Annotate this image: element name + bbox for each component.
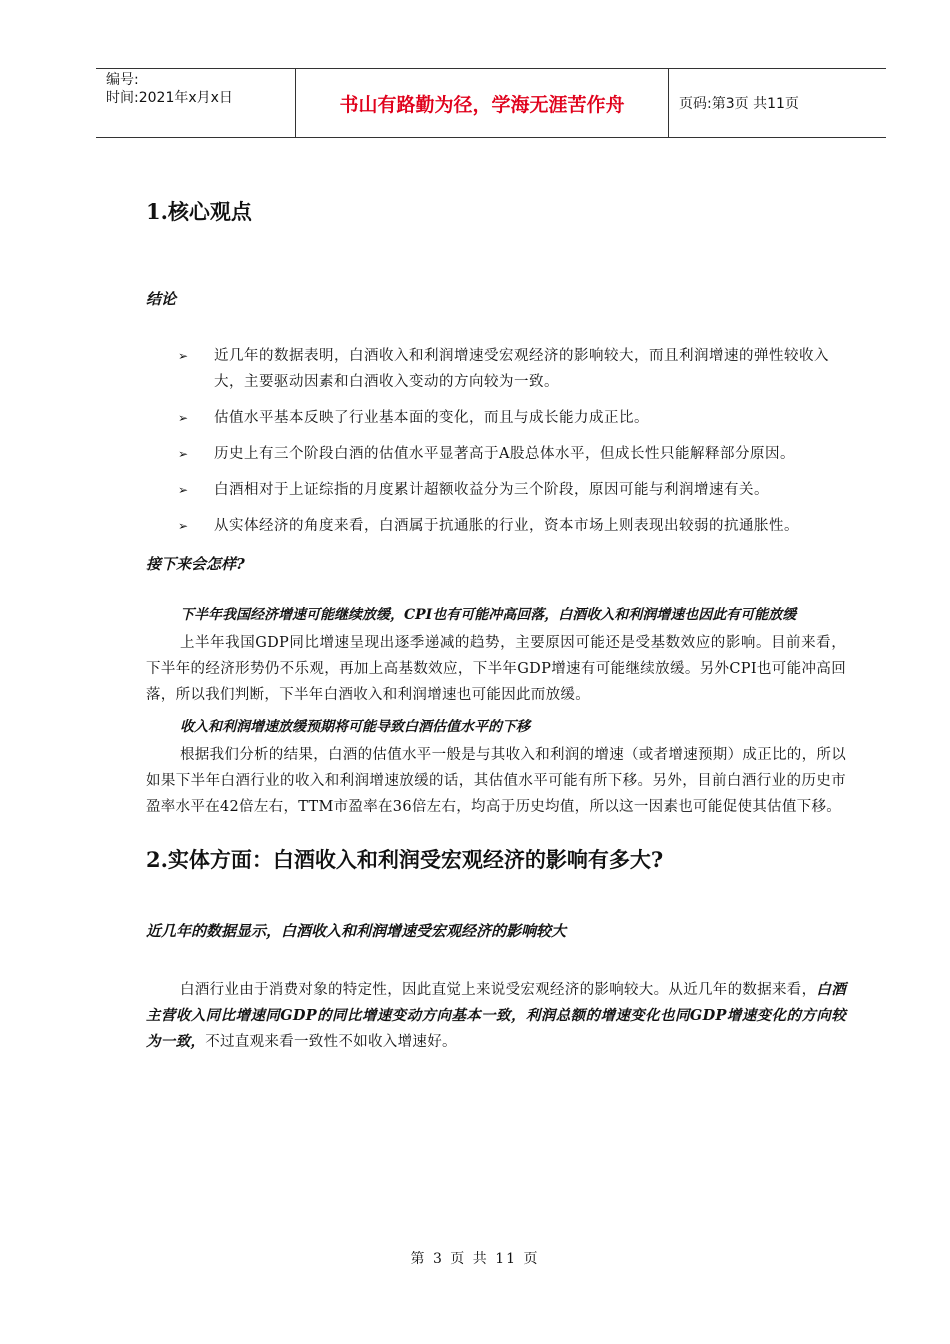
next-heading: 接下来会怎样?: [146, 555, 245, 573]
sub-heading-economy: 下半年我国经济增速可能继续放缓，CPI也有可能冲高回落，白酒收入和利润增速也因此有可能放缓: [180, 607, 797, 623]
section1-title: 1.核心观点: [146, 199, 252, 224]
paragraph-section2: 白酒行业由于消费对象的特定性，因此直觉上来说受宏观经济的影响较大。从近几年的数据来看，白酒主营收入同比增速同GDP的同比增速变动方向基本一致，利润总额的增速变化也同GDP增速变化的方向较为一致，不过直观来看一致性不如收入增速好。: [146, 981, 847, 1050]
list-item: ➢ 从实体经济的角度来看，白酒属于抗通胀的行业，资本市场上则表现出较弱的抗通胀性。: [178, 513, 846, 539]
sub-heading-valuation: 收入和利润增速放缓预期将可能导致白酒估值水平的下移: [180, 719, 530, 735]
page-header: [96, 68, 886, 138]
section2-title: 2.实体方面：白酒收入和利润受宏观经济的影响有多大?: [146, 847, 664, 872]
arrow-bullet-icon: ➢: [178, 483, 189, 497]
arrow-bullet-icon: ➢: [178, 519, 189, 533]
section2-sub-heading: 近几年的数据显示，白酒收入和利润增速受宏观经济的影响较大: [146, 922, 567, 940]
number-label: 编号:: [106, 72, 139, 88]
document-body: [146, 196, 846, 1061]
conclusion-list: [146, 343, 846, 539]
list-item: ➢ 历史上有三个阶段白酒的估值水平显著高于A股总体水平，但成长性只能解释部分原因。: [178, 441, 846, 467]
header-motto: 书山有路勤为径，学海无涯苦作舟: [296, 69, 669, 137]
paragraph-economy: 上半年我国GDP同比增速呈现出逐季递减的趋势，主要原因可能还是受基数效应的影响。目前来看，下半年的经济形势仍不乐观，再加上高基数效应，下半年GDP增速有可能继续放缓。另外CPI也可能冲高回落，所以我们判断，下半年白酒收入和利润增速也可能因此而放缓。: [146, 635, 846, 703]
header-meta: [96, 69, 296, 137]
header-page-info: 页码:第3页 共11页: [679, 96, 799, 112]
arrow-bullet-icon: ➢: [178, 349, 189, 363]
list-item: ➢ 估值水平基本反映了行业基本面的变化，而且与成长能力成正比。: [178, 405, 846, 431]
arrow-bullet-icon: ➢: [178, 411, 189, 425]
conclusion-heading: 结论: [146, 290, 177, 308]
paragraph-valuation: 根据我们分析的结果，白酒的估值水平一般是与其收入和利润的增速（或者增速预期）成正比的，所以如果下半年白酒行业的收入和利润增速放缓的话，其估值水平可能有所下移。另外，目前白酒行业的历史市盈率水平在42倍左右，TTM市盈率在36倍左右，均高于历史均值，所以这一因素也可能促使其估值下移。: [146, 747, 846, 815]
list-item: ➢ 白酒相对于上证综指的月度累计超额收益分为三个阶段，原因可能与利润增速有关。: [178, 477, 846, 503]
page-footer: 第 3 页 共 11 页: [410, 1251, 540, 1267]
list-item: ➢ 近几年的数据表明，白酒收入和利润增速受宏观经济的影响较大，而且利润增速的弹性较收入大，主要驱动因素和白酒收入变动的方向较为一致。: [178, 343, 846, 395]
arrow-bullet-icon: ➢: [178, 447, 189, 461]
time-label: 时间:2021年x月x日: [106, 90, 233, 106]
